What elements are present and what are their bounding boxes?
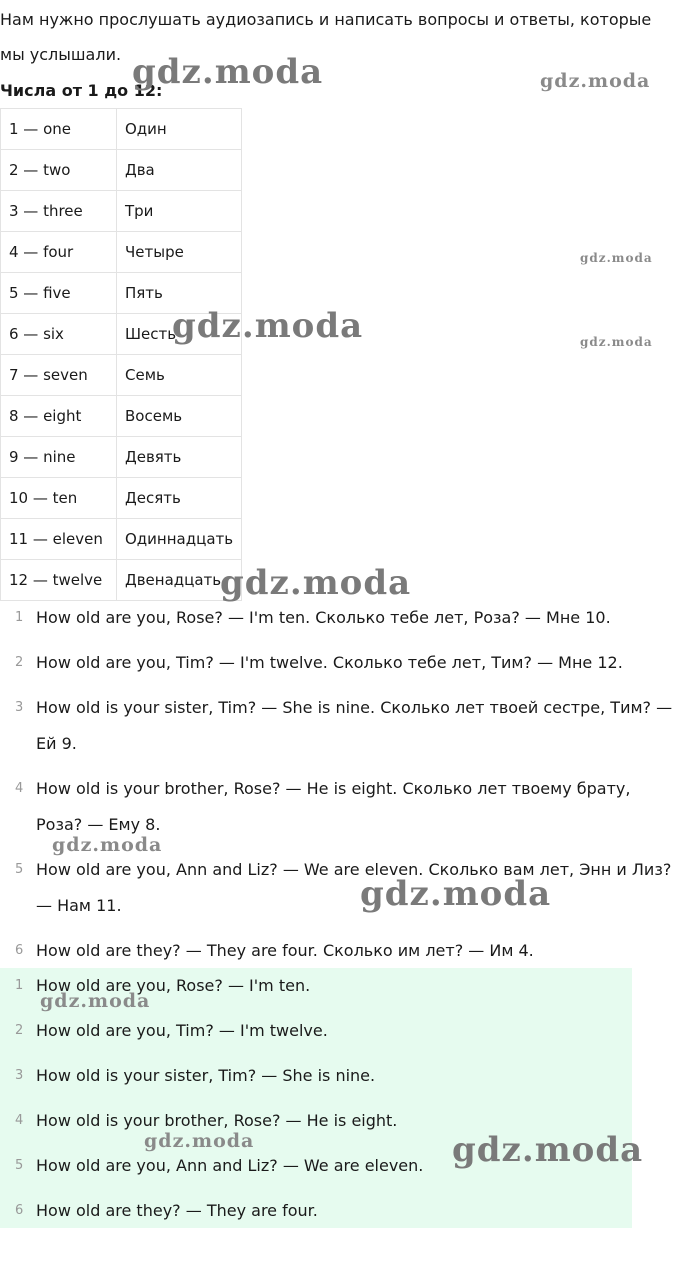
- number-english: 12 — twelve: [1, 560, 117, 601]
- watermark: gdz.moda: [144, 1130, 255, 1152]
- numbers-heading: Числа от 1 до 12:: [0, 81, 163, 100]
- item-text: How old is your brother, Rose? — He is eight.: [36, 1111, 398, 1130]
- watermark: gdz.moda: [220, 563, 412, 603]
- watermark: gdz.moda: [580, 251, 653, 265]
- list-item: [0, 968, 632, 1004]
- list-item: [0, 1013, 632, 1049]
- number-russian: Шесть: [117, 314, 242, 355]
- number-russian: Двенадцать: [117, 560, 242, 601]
- list-item: [0, 771, 680, 843]
- item-number: 4: [15, 781, 24, 796]
- item-text: How old are they? — They are four.: [36, 1201, 318, 1220]
- item-text: How old are you, Rose? — I'm ten.: [36, 976, 311, 995]
- item-number: 3: [15, 700, 24, 715]
- item-text: How old are you, Tim? — I'm twelve.: [36, 1021, 328, 1040]
- numbers-table: [0, 108, 242, 601]
- number-english: 8 — eight: [1, 396, 117, 437]
- watermark: gdz.moda: [172, 306, 364, 346]
- item-number: 1: [15, 610, 24, 625]
- watermark: gdz.moda: [40, 990, 151, 1012]
- table-row: [1, 109, 242, 150]
- watermark: gdz.moda: [540, 70, 651, 92]
- item-text: How old are you, Tim? — I'm twelve. Сколько тебе лет, Тим? — Мне 12.: [36, 653, 623, 672]
- number-russian: Три: [117, 191, 242, 232]
- table-row: [1, 560, 242, 601]
- item-number: 5: [15, 862, 24, 877]
- item-number: 2: [15, 655, 24, 670]
- number-english: 3 — three: [1, 191, 117, 232]
- item-number: 4: [15, 1113, 24, 1128]
- item-text: How old is your sister, Tim? — She is nine. Сколько лет твоей сестре, Тим? — Ей 9.: [36, 698, 673, 753]
- number-english: 6 — six: [1, 314, 117, 355]
- number-english: 4 — four: [1, 232, 117, 273]
- list-item: [0, 645, 680, 681]
- table-row: [1, 150, 242, 191]
- list-item: [0, 1058, 632, 1094]
- number-russian: Пять: [117, 273, 242, 314]
- table-row: [1, 519, 242, 560]
- list-item: [0, 690, 680, 762]
- number-english: 5 — five: [1, 273, 117, 314]
- table-row: [1, 478, 242, 519]
- answer-list: [0, 968, 632, 1238]
- item-text: How old is your sister, Tim? — She is nine.: [36, 1066, 376, 1085]
- watermark: gdz.moda: [580, 335, 653, 349]
- item-text: How old is your brother, Rose? — He is eight. Сколько лет твоему брату, Роза? — Ему 8.: [36, 779, 631, 834]
- watermark: gdz.moda: [52, 834, 163, 856]
- item-text: How old are you, Ann and Liz? — We are eleven. Сколько вам лет, Энн и Лиз? — Нам 11.: [36, 860, 672, 915]
- list-item: [0, 1193, 632, 1229]
- item-number: 3: [15, 1068, 24, 1083]
- list-item: [0, 1103, 632, 1139]
- number-russian: Одиннадцать: [117, 519, 242, 560]
- item-text: How old are they? — They are four. Сколько им лет? — Им 4.: [36, 941, 534, 960]
- number-english: 11 — eleven: [1, 519, 117, 560]
- watermark: gdz.moda: [360, 874, 552, 914]
- number-russian: Девять: [117, 437, 242, 478]
- table-row: [1, 437, 242, 478]
- list-item: [0, 600, 680, 636]
- list-item: [0, 1148, 632, 1184]
- list-item: [0, 933, 680, 969]
- watermark: gdz.moda: [132, 52, 324, 92]
- item-number: 2: [15, 1023, 24, 1038]
- number-english: 9 — nine: [1, 437, 117, 478]
- table-row: [1, 232, 242, 273]
- item-number: 6: [15, 943, 24, 958]
- number-russian: Восемь: [117, 396, 242, 437]
- item-number: 5: [15, 1158, 24, 1173]
- table-row: [1, 396, 242, 437]
- watermark: gdz.moda: [452, 1130, 644, 1170]
- number-english: 10 — ten: [1, 478, 117, 519]
- number-russian: Один: [117, 109, 242, 150]
- table-row: [1, 273, 242, 314]
- table-row: [1, 355, 242, 396]
- number-russian: Четыре: [117, 232, 242, 273]
- number-russian: Семь: [117, 355, 242, 396]
- number-english: 1 — one: [1, 109, 117, 150]
- table-row: [1, 314, 242, 355]
- number-english: 7 — seven: [1, 355, 117, 396]
- item-text: How old are you, Rose? — I'm ten. Сколько тебе лет, Роза? — Мне 10.: [36, 608, 611, 627]
- number-russian: Десять: [117, 478, 242, 519]
- number-russian: Два: [117, 150, 242, 191]
- item-number: 1: [15, 978, 24, 993]
- item-number: 6: [15, 1203, 24, 1218]
- number-english: 2 — two: [1, 150, 117, 191]
- translation-list: [0, 600, 680, 978]
- item-text: How old are you, Ann and Liz? — We are eleven.: [36, 1156, 424, 1175]
- list-item: [0, 852, 680, 924]
- table-row: [1, 191, 242, 232]
- intro-text: Нам нужно прослушать аудиозапись и написать вопросы и ответы, которые мы услышали.: [0, 10, 652, 64]
